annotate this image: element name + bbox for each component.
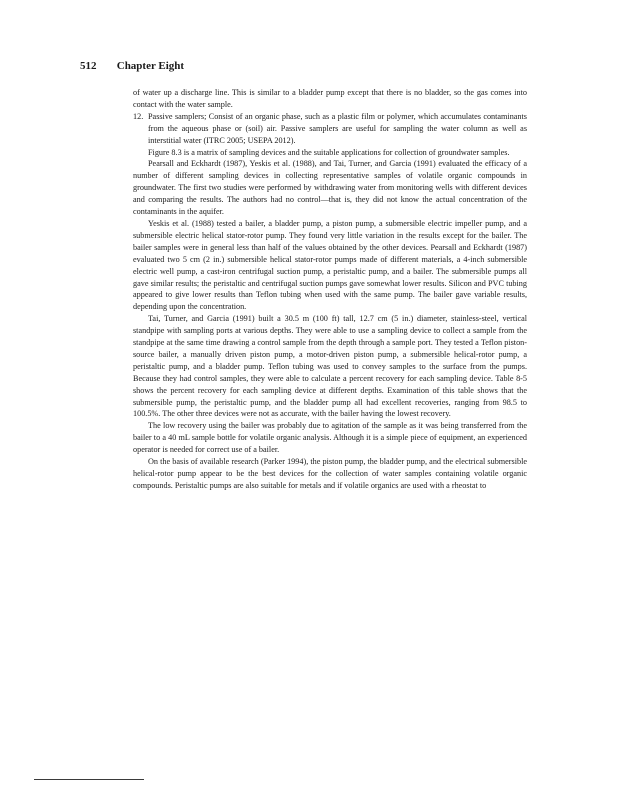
list-item-passive-samplers [133,111,527,147]
paragraph: Figure 8.3 is a matrix of sampling devices and the suitable applications for collection of groundwater samples. [148,147,510,157]
paragraph-continuation: of water up a discharge line. This is similar to a bladder pump except that there is no bladder, so the gas comes into contact with the water sample. [133,88,527,109]
paragraph: Tai, Turner, and Garcia (1991) built a 30.5 m (100 ft) tall, 12.7 cm (5 in.) diameter, stainless-steel, vertical standpipe with sampling ports at various depths. They were able to use a sampling device to collect a sample from the standpipe at the same time drawing a control sample from the depth through a sample port. They tested a Teflon piston-source bailer, a manually driven piston pump, a motor-driven piston pump, a submersible helical-rotor pump, a peristaltic pump, and a bladder pump. Teflon tubing was used to convey samples to the surface from the pumps. Because they had control samples, they were able to calculate a percent recovery for each sampling device. Table 8-5 shows the percent recovery for each sampling device at different depths. Examination of this table shows that the submersible pump, the peristaltic pump, and the bladder pump all had excellent recoveries, ranging from 98.5 to 100.5%. The other three devices were not as accurate, with the bailer having the lowest recovery. [133,314,527,419]
page-number: 512 [80,60,97,72]
paragraph: Pearsall and Eckhardt (1987), Yeskis et al. (1988), and Tai, Turner, and Garcia (1991) evaluated the efficacy of a number of different sampling devices in collecting representative samples of volatile organic compounds in groundwater. The first two studies were performed by withdrawing water from monitoring wells with different devices and comparing the results. The authors had no control—that is, they did not know the actual concentration of the contaminants in the aquifer. [133,159,527,217]
footer-rule [34,779,144,780]
paragraph: Yeskis et al. (1988) tested a bailer, a bladder pump, a piston pump, a submersible electric impeller pump, and a submersible electric helical stator-rotor pump. They found very little variation in the results except for the bailer. The bailer samples were in general less than half of the values obtained by the other devices. Pearsall and Eckhardt (1987) evaluated two 5 cm (2 in.) submersible helical stator-rotor pumps made of different materials, a 4-inch submersible electric well pump, a cast-iron centrifugal suction pump, a peristaltic pump, and a bailer. The submersible pumps all gave similar results; the peristaltic and centrifugal suction pumps gave somewhat lower results. Silicon and PVC tubing appeared to give lower results than Teflon tubing when used with the same pump. The bailer gave variable results, depending upon the concentration. [133,218,527,312]
running-header [80,60,184,72]
list-item-text: Passive samplers; Consist of an organic phase, such as a plastic film or polymer, which accumulates contaminants from the aqueous phase or (soil) air. Passive samplers are useful for sampling the water column as well as interstitial water (ITRC 2005; USEPA 2012). [148,111,527,145]
paragraph: The low recovery using the bailer was probably due to agitation of the sample as it was being transferred from the bailer to a 40 mL sample bottle for volatile organic analysis. Although it is a simple piece of equipment, an experienced operator is needed for correct use of a bailer. [133,421,527,455]
body-text [133,87,527,492]
paragraph: On the basis of available research (Parker 1994), the piston pump, the bladder pump, and the electrical submersible helical-rotor pump appear to be the best devices for the collection of water samples containing volatile organic compounds. Peristaltic pumps are also suitable for metals and if volatile organics are used with a rheostat to [133,457,527,490]
list-item-number: 12. [133,111,144,121]
chapter-label: Chapter Eight [116,60,185,72]
